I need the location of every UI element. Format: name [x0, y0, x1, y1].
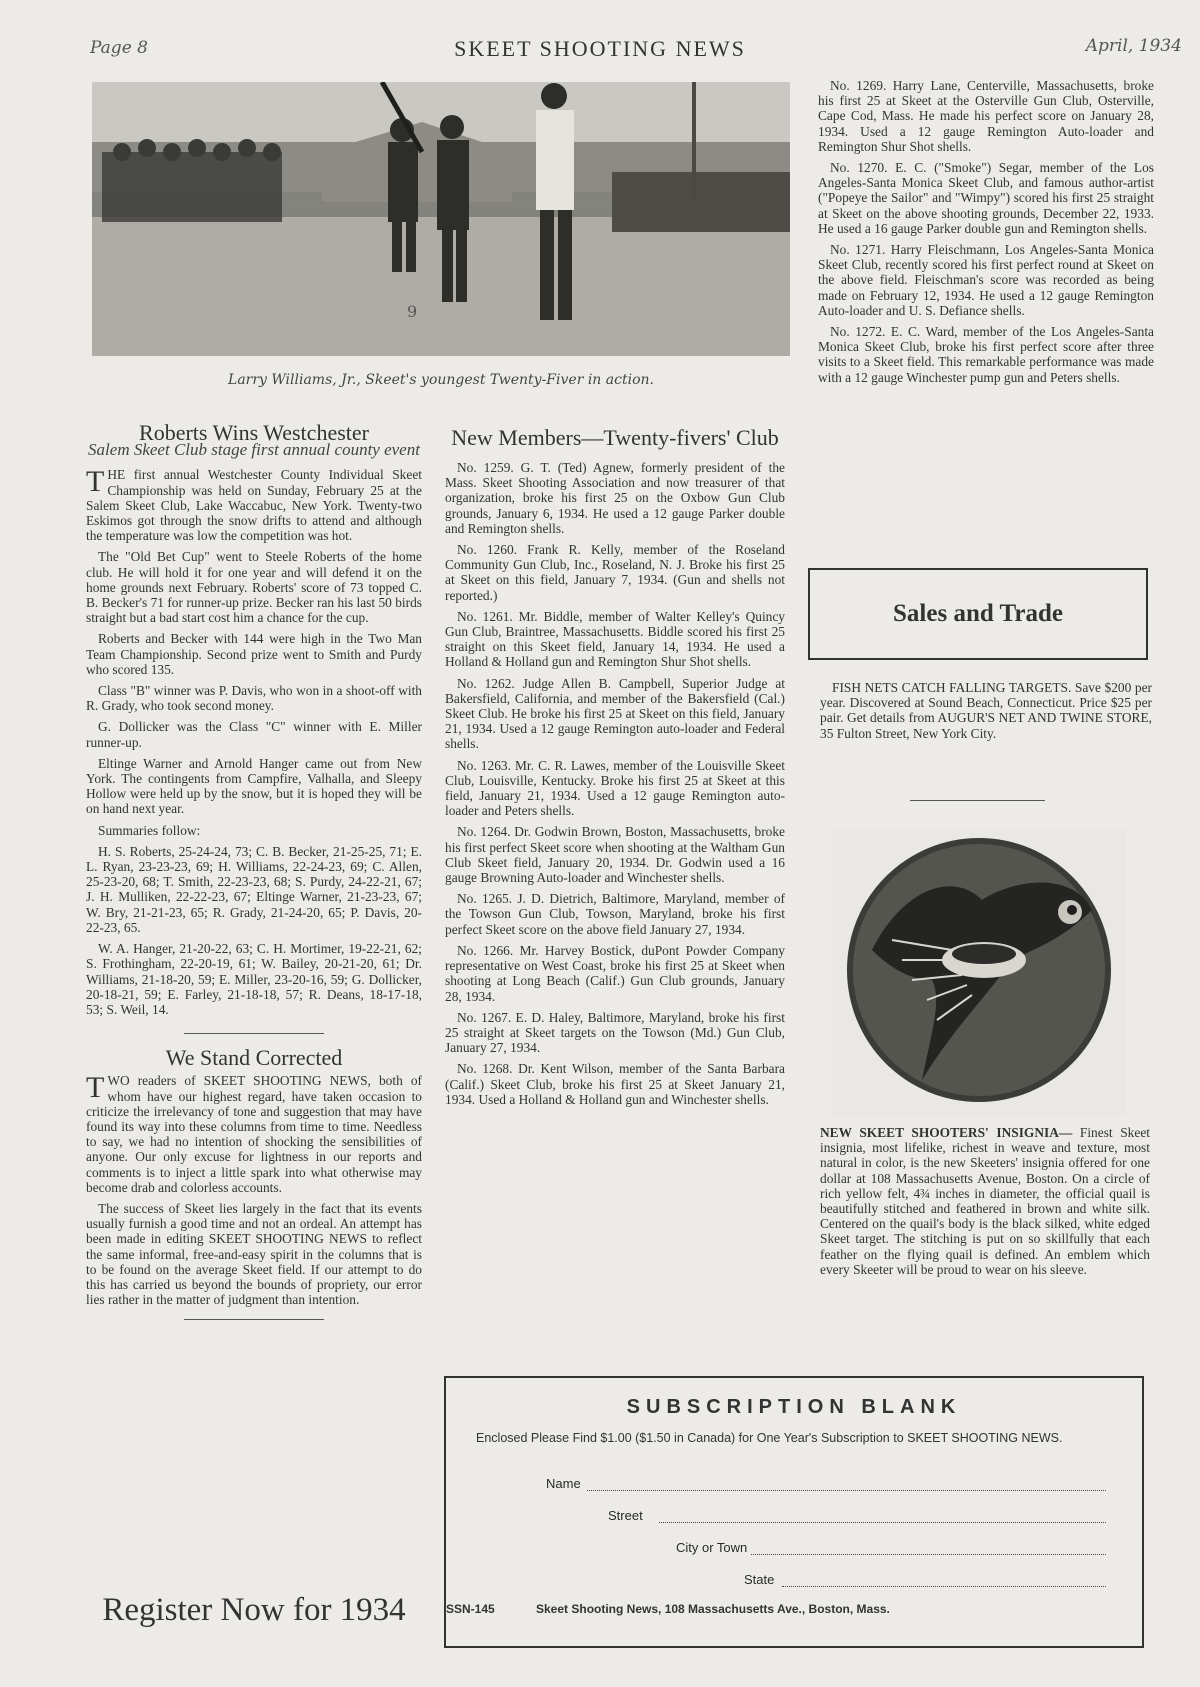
member-entry: No. 1268. Dr. Kent Wilson, member of the Santa Barbara (Calif.) Skeet Club, broke his first 25 at Skeet January 21, 1934. Used a Holland & Holland gun and Winchester shells. [445, 1061, 785, 1107]
drop-cap: T [86, 1071, 105, 1105]
member-entry: No. 1272. E. C. Ward, member of the Los Angeles-Santa Monica Skeet Club, broke his first perfect score after three visits to a Skeet field. This remarkable performance was made with a 12 gauge Winchester pump gun and Peters shells. [818, 324, 1154, 385]
section-divider [184, 1319, 324, 1320]
name-label: Name [546, 1476, 581, 1491]
westchester-summary: W. A. Hanger, 21-20-22, 63; C. H. Mortimer, 19-22-21, 62; S. Frothingham, 22-20-19, 61; W. Bailey, 20-21-20, 61; Dr. Williams, 21-18-20, 59; E. Miller, 23-20-16, 59; G. Dollicker, 20-18-21, 59; E. Farley, 21-18-18, 57; R. Deans, 18-17-18, 53; S. Weil, 14. [86, 941, 422, 1017]
insignia-heading: NEW SKEET SHOOTERS' INSIGNIA— [820, 1125, 1073, 1140]
issue-date: April, 1934 [1085, 36, 1182, 56]
westchester-paragraph: G. Dollicker was the Class "C" winner with E. Miller runner-up. [86, 719, 422, 750]
corrected-paragraph: WO readers of SKEET SHOOTING NEWS, both of whom have our highest regard, have taken occasion to criticize the irrelevancy of tone and suggestion that may have found its way into these columns from time to time. Needless to say, we had no intention of shocking the sensibilities of anyone. Our only excuse for lightness in our reports and comments is to inject a little spark into what otherwise may become drab and colorless accounts. [86, 1073, 422, 1195]
fish-nets-ad: FISH NETS CATCH FALLING TARGETS. Save $200 per year. Discovered at Sound Beach, Connecticut. Price $25 per pair. Get details from AUGUR'S NET AND TWINE STORE, 35 Fulton Street, New York City. [820, 680, 1152, 741]
name-field[interactable] [587, 1476, 1106, 1491]
subscription-address: Skeet Shooting News, 108 Massachusetts Ave., Boston, Mass. [536, 1602, 890, 1616]
name-field-row [546, 1476, 1106, 1491]
city-label: City or Town [676, 1540, 748, 1555]
column-2 [445, 425, 785, 1113]
members-title: New Members—Twenty-fivers' Club [451, 425, 779, 450]
member-entry: No. 1262. Judge Allen B. Campbell, Superior Judge at Bakersfield, California, and member of the Bakersfield (Cal.) Skeet Club. He broke his first 25 at Skeet on this field, January 21, 1934. Used a 12 gauge Remington auto-loader and Federal shells. [445, 675, 785, 752]
insignia-text [820, 1125, 1150, 1283]
member-entry: No. 1267. E. D. Haley, Baltimore, Maryland, broke his first 25 straight at Skeet targets on the Towson (Md.) Gun Club, January 27, 1934. [445, 1009, 785, 1056]
member-entry: No. 1269. Harry Lane, Centerville, Massachusetts, broke his first 25 at Skeet at the Osterville Gun Club, Osterville, Cape Cod, Mass. He made his perfect score on January 28, 1934. Used a 12 gauge Remington Auto-loader and Remington Shur Shot shells. [818, 78, 1154, 154]
sales-trade-title: Sales and Trade [893, 600, 1063, 627]
page-number: Page 8 [90, 38, 148, 58]
section-divider [184, 1033, 324, 1034]
westchester-paragraph: The "Old Bet Cup" went to Steele Roberts of the home club. He will hold it for one year and will defend it on the home grounds next February. Roberts' score of 73 topped C. B. Becker's 71 for runner-up prize. Becker ran his last 50 birds straight but a bad start cost him a chance for the cup. [86, 549, 422, 626]
sales-trade-box [808, 568, 1148, 660]
quail-insignia-icon [832, 830, 1126, 1116]
subscription-title: SUBSCRIPTION BLANK [626, 1396, 962, 1418]
photo-caption: Larry Williams, Jr., Skeet's youngest Twenty-Fiver in action. [228, 372, 654, 388]
corrected-title: We Stand Corrected [165, 1045, 343, 1071]
member-entry: No. 1259. G. T. (Ted) Agnew, formerly president of the Mass. Skeet Shooting Association and now treasurer of that organization, broke his first 25 on the Oxbow Gun Club grounds, January 6, 1934. He used a 12 gauge Parker double and Remington shells. [445, 460, 785, 536]
member-entry: No. 1261. Mr. Biddle, member of Walter Kelley's Quincy Gun Club, Braintree, Massachusetts. Biddle scored his first 25 straight on this Skeet field, January 14, 1934. He used a Holland & Holland gun and Remington Shur Shot shells. [445, 608, 785, 670]
corrected-paragraph: The success of Skeet lies largely in the fact that its events usually furnish a good time and not an ordeal. An attempt has been made in editing SKEET SHOOTING NEWS to reflect the same informal, free-and-easy spirit in the columns that is to be found on the average Skeet field. If our attempt to do this has carried us beyond the bounds of propriety, our error lies rather in the matter of judgment than intention. [86, 1200, 422, 1308]
city-field-row [676, 1540, 1106, 1555]
insignia-description: Finest Skeet insignia, most lifelike, richest in weave and texture, most natural in color, is the new Skeeters' insignia offered for one dollar at 108 Massachusetts Avenue, Boston. On a circle of rich yellow felt, 4¾ inches in diameter, the official quail is beautifully stitched and feathered in brown and white silk. Centered on the quail's body is the black silked, white edged Skeet target. The stitching is put on so skillfully that each feather on the flying quail is defined. An emblem which every Skeeter will be proud to wear on his sleeve. [820, 1125, 1150, 1277]
westchester-paragraph: Roberts and Becker with 144 were high in the Two Man Team Championship. Second prize went to Smith and Purdy who scored 135. [86, 631, 422, 677]
sales-ad [820, 680, 1152, 747]
member-entry: No. 1270. E. C. ("Smoke") Segar, member of the Los Angeles-Santa Monica Skeet Club, and famous author-artist ("Popeye the Sailor" and "Wimpy") scored his first 25 straight at Skeet on the above shooting grounds, December 22, 1933. He used a 16 gauge Parker double gun and Remington shells. [818, 160, 1154, 236]
state-field[interactable] [782, 1572, 1106, 1587]
street-field-row [608, 1508, 1106, 1523]
shooting-photo [92, 82, 790, 356]
city-field[interactable] [751, 1540, 1106, 1555]
section-divider [910, 800, 1045, 801]
photo-illustration [92, 82, 790, 356]
member-entry: No. 1265. J. D. Dietrich, Baltimore, Maryland, member of the Towson Gun Club, Towson, Maryland, broke his first perfect Skeet score on the above field January 27, 1934. [445, 891, 785, 937]
westchester-paragraph: Summaries follow: [98, 822, 201, 838]
street-field[interactable] [659, 1508, 1106, 1523]
state-label: State [744, 1572, 775, 1587]
member-entry: No. 1260. Frank R. Kelly, member of the Roseland Community Gun Club, Inc., Roseland, N. J. Broke his first 25 at Skeet on this field, January 7, 1934. (Gun and shells not reported.) [445, 542, 785, 603]
masthead-title: SKEET SHOOTING NEWS [454, 36, 746, 61]
westchester-paragraph: Eltinge Warner and Arnold Hanger came out from New York. The contingents from Campfire, Valhalla, and Sleepy Hollow were held up by the snow, but it is hoped they will be on hand next year. [86, 755, 422, 817]
member-entry: No. 1266. Mr. Harvey Bostick, duPont Powder Company representative on West Coast, broke his first 25 at Skeet when shooting at Long Beach (Calif.) Gun Club grounds, January 28, 1934. [445, 942, 785, 1004]
insignia-image [832, 830, 1126, 1116]
westchester-title: Roberts Wins Westchester [139, 420, 369, 445]
street-label: Street [608, 1508, 643, 1523]
member-entry: No. 1263. Mr. C. R. Lawes, member of the Louisville Skeet Club, Louisville, Kentucky. Broke his first 25 at Skeet at this field, January 21, 1934. Used a 12 gauge Remington auto-loader and Peters shells. [445, 757, 785, 819]
westchester-summary: H. S. Roberts, 25-24-24, 73; C. B. Becker, 21-25-25, 71; E. L. Ryan, 23-23-23, 69; H. Williams, 22-24-23, 69; C. Allen, 25-23-20, 68; T. Smith, 22-23-23, 68; S. Purdy, 24-22-21, 67; J. H. Mulliken, 22-22-23, 67; Eltinge Warner, 21-23-23, 67; W. Bry, 21-21-23, 65; R. Grady, 21-24-20, 65; P. Davis, 20-22-23, 65. [86, 843, 422, 935]
register-now-heading: Register Now for 1934 [102, 1592, 406, 1628]
westchester-subtitle: Salem Skeet Club stage first annual county event [88, 440, 420, 460]
subscription-code: SSN-145 [446, 1602, 495, 1616]
drop-cap: T [86, 465, 105, 499]
column-1 [86, 420, 422, 1320]
westchester-paragraph: Class "B" winner was P. Davis, who won in a shoot-off with R. Grady, who took second money. [86, 683, 422, 714]
westchester-paragraph: HE first annual Westchester County Individual Skeet Championship was held on Sunday, February 25 at the Salem Skeet Club, Lake Waccabuc, New York. Twenty-two Eskimos got through the snow drifts to attend and although the temperature was low the competition was hot. [86, 467, 422, 544]
member-entry: No. 1271. Harry Fleischmann, Los Angeles-Santa Monica Skeet Club, recently scored his first perfect round at Skeet on the above field. Fleischman's score was recorded as being made on February 12, 1934. He used a 12 gauge Remington Auto-loader and U. S. Defiance shells. [818, 242, 1154, 318]
subscription-intro: Enclosed Please Find $1.00 ($1.50 in Canada) for One Year's Subscription to SKEET SHOOTING NEWS. [476, 1431, 1063, 1445]
photo-sign: 9 [407, 302, 418, 321]
state-field-row [744, 1572, 1106, 1587]
member-entry: No. 1264. Dr. Godwin Brown, Boston, Massachusetts, broke his first perfect Skeet score when shooting at the Waltham Gun Club Skeet field, January 20, 1934. Dr. Godwin used a 16 gauge Browning Auto-loader and Winchester shells. [445, 824, 785, 886]
subscription-blank [444, 1376, 1144, 1648]
column-3 [818, 78, 1154, 391]
